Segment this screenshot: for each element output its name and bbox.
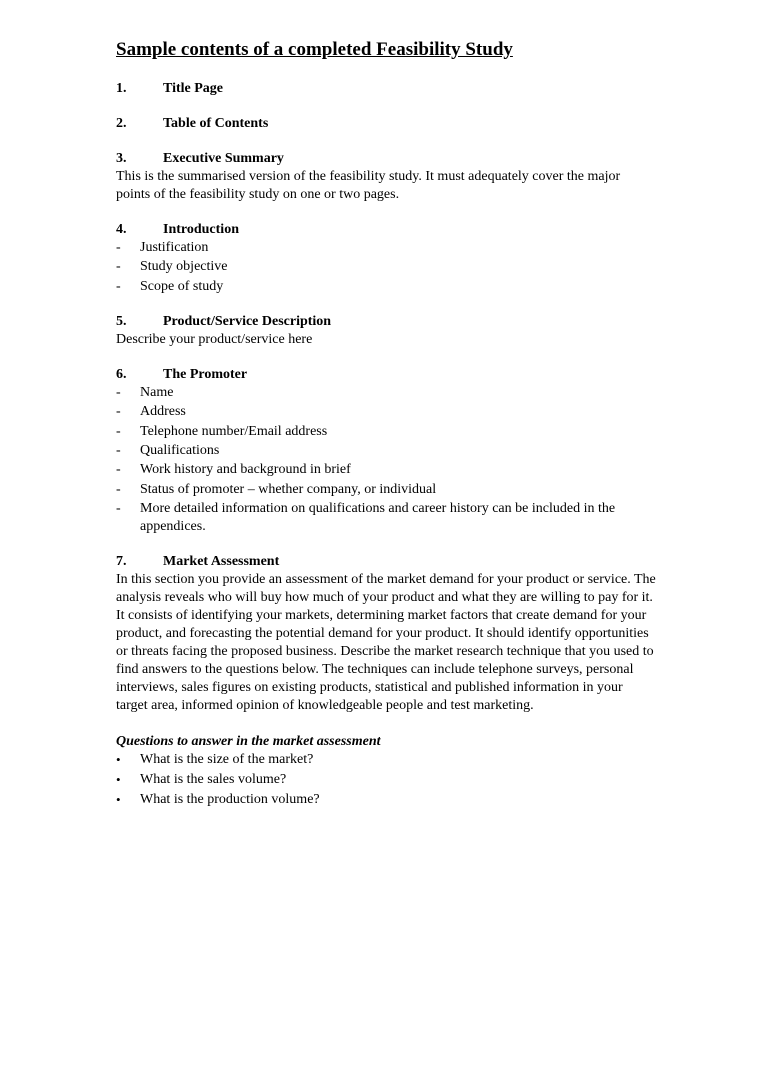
list-item-text: Telephone number/Email address xyxy=(140,423,328,439)
section-number: 7. xyxy=(116,554,127,570)
list-item-text: Scope of study xyxy=(140,278,224,294)
list-item-text: Name xyxy=(140,384,174,400)
section-body: Describe your product/service here xyxy=(116,331,313,347)
section-title: Introduction xyxy=(163,222,239,237)
list-item-text: What is the size of the market? xyxy=(140,752,314,768)
bullet-marker: • xyxy=(116,752,121,768)
dash-marker: - xyxy=(116,259,121,275)
dash-marker: - xyxy=(116,501,121,517)
dash-marker: - xyxy=(116,462,121,478)
section-body: In this section you provide an assessment of the market demand for your product or service. The analysis reveals who will buy how much of your product and what they are willing to pay for it. It consists of identifying your markets, determining market factors that create demand for your product, and forecasting the potential demand for your product. It should identify opportunities or threats facing the proposed business. Describe the market research technique that you used to find answers to the questions below. The techniques can include telephone surveys, personal interviews, sales figures on existing products, statistical and published information in your target area, informed opinion of knowledgeable people and test marketing. xyxy=(116,572,656,714)
dash-marker: - xyxy=(116,481,121,497)
list-item xyxy=(116,771,656,789)
list-item-text: Status of promoter – whether company, or individual xyxy=(140,481,437,497)
list-item xyxy=(116,500,656,536)
section-introduction xyxy=(116,221,656,296)
section-heading xyxy=(116,313,656,331)
document-title: Sample contents of a completed Feasibility Study xyxy=(116,39,513,60)
section-title-page xyxy=(116,80,656,98)
bullet-marker: • xyxy=(116,792,121,808)
section-number: 4. xyxy=(116,222,127,237)
list-item xyxy=(116,258,656,276)
list-item-text: More detailed information on qualifications and career history can be included in the appendices. xyxy=(140,501,616,535)
list-item xyxy=(116,481,656,499)
list-item xyxy=(116,403,656,421)
section-number: 1. xyxy=(116,81,127,96)
bullet-marker: • xyxy=(116,772,121,788)
list-item xyxy=(116,461,656,479)
section-number: 6. xyxy=(116,366,127,382)
section-heading xyxy=(116,115,656,133)
dash-marker: - xyxy=(116,240,121,255)
section-body: This is the summarised version of the feasibility study. It must adequately cover the major points of the feasibility study on one or two pages. xyxy=(116,169,621,202)
list-item-text: Work history and background in brief xyxy=(140,462,351,478)
list-item xyxy=(116,423,656,441)
section-title: Market Assessment xyxy=(163,554,280,570)
section-heading xyxy=(116,221,656,239)
section-number: 5. xyxy=(116,313,127,329)
section-heading xyxy=(116,80,656,98)
list-item-text: Address xyxy=(140,404,186,420)
list-item xyxy=(116,751,656,769)
list-item-text: What is the production volume? xyxy=(140,792,320,808)
list-item xyxy=(116,791,656,809)
blank-line xyxy=(116,715,656,733)
section-market-assessment xyxy=(116,553,656,809)
dash-marker: - xyxy=(116,404,121,420)
introduction-list xyxy=(116,239,656,296)
document-page xyxy=(116,38,656,826)
questions-list xyxy=(116,751,656,809)
promoter-list xyxy=(116,384,656,536)
questions-subheading: Questions to answer in the market assessment xyxy=(116,734,381,750)
section-product-service-description xyxy=(116,313,656,349)
section-title: The Promoter xyxy=(163,366,248,382)
list-item xyxy=(116,442,656,460)
section-heading xyxy=(116,150,656,168)
list-item-text: Qualifications xyxy=(140,442,220,458)
list-item-text: What is the sales volume? xyxy=(140,772,287,788)
section-number: 3. xyxy=(116,151,127,166)
list-item xyxy=(116,239,656,257)
section-number: 2. xyxy=(116,116,127,131)
section-title: Executive Summary xyxy=(163,151,284,166)
section-executive-summary xyxy=(116,150,656,204)
section-heading xyxy=(116,553,656,571)
dash-marker: - xyxy=(116,442,121,458)
list-item xyxy=(116,278,656,296)
section-title: Table of Contents xyxy=(163,116,269,131)
list-item-text: Study objective xyxy=(140,259,228,275)
dash-marker: - xyxy=(116,384,121,400)
dash-marker: - xyxy=(116,278,121,294)
section-heading xyxy=(116,366,656,384)
list-item xyxy=(116,384,656,402)
section-table-of-contents xyxy=(116,115,656,133)
dash-marker: - xyxy=(116,423,121,439)
section-title: Product/Service Description xyxy=(163,313,332,329)
section-title: Title Page xyxy=(163,81,224,96)
section-the-promoter xyxy=(116,366,656,536)
list-item-text: Justification xyxy=(140,240,209,255)
